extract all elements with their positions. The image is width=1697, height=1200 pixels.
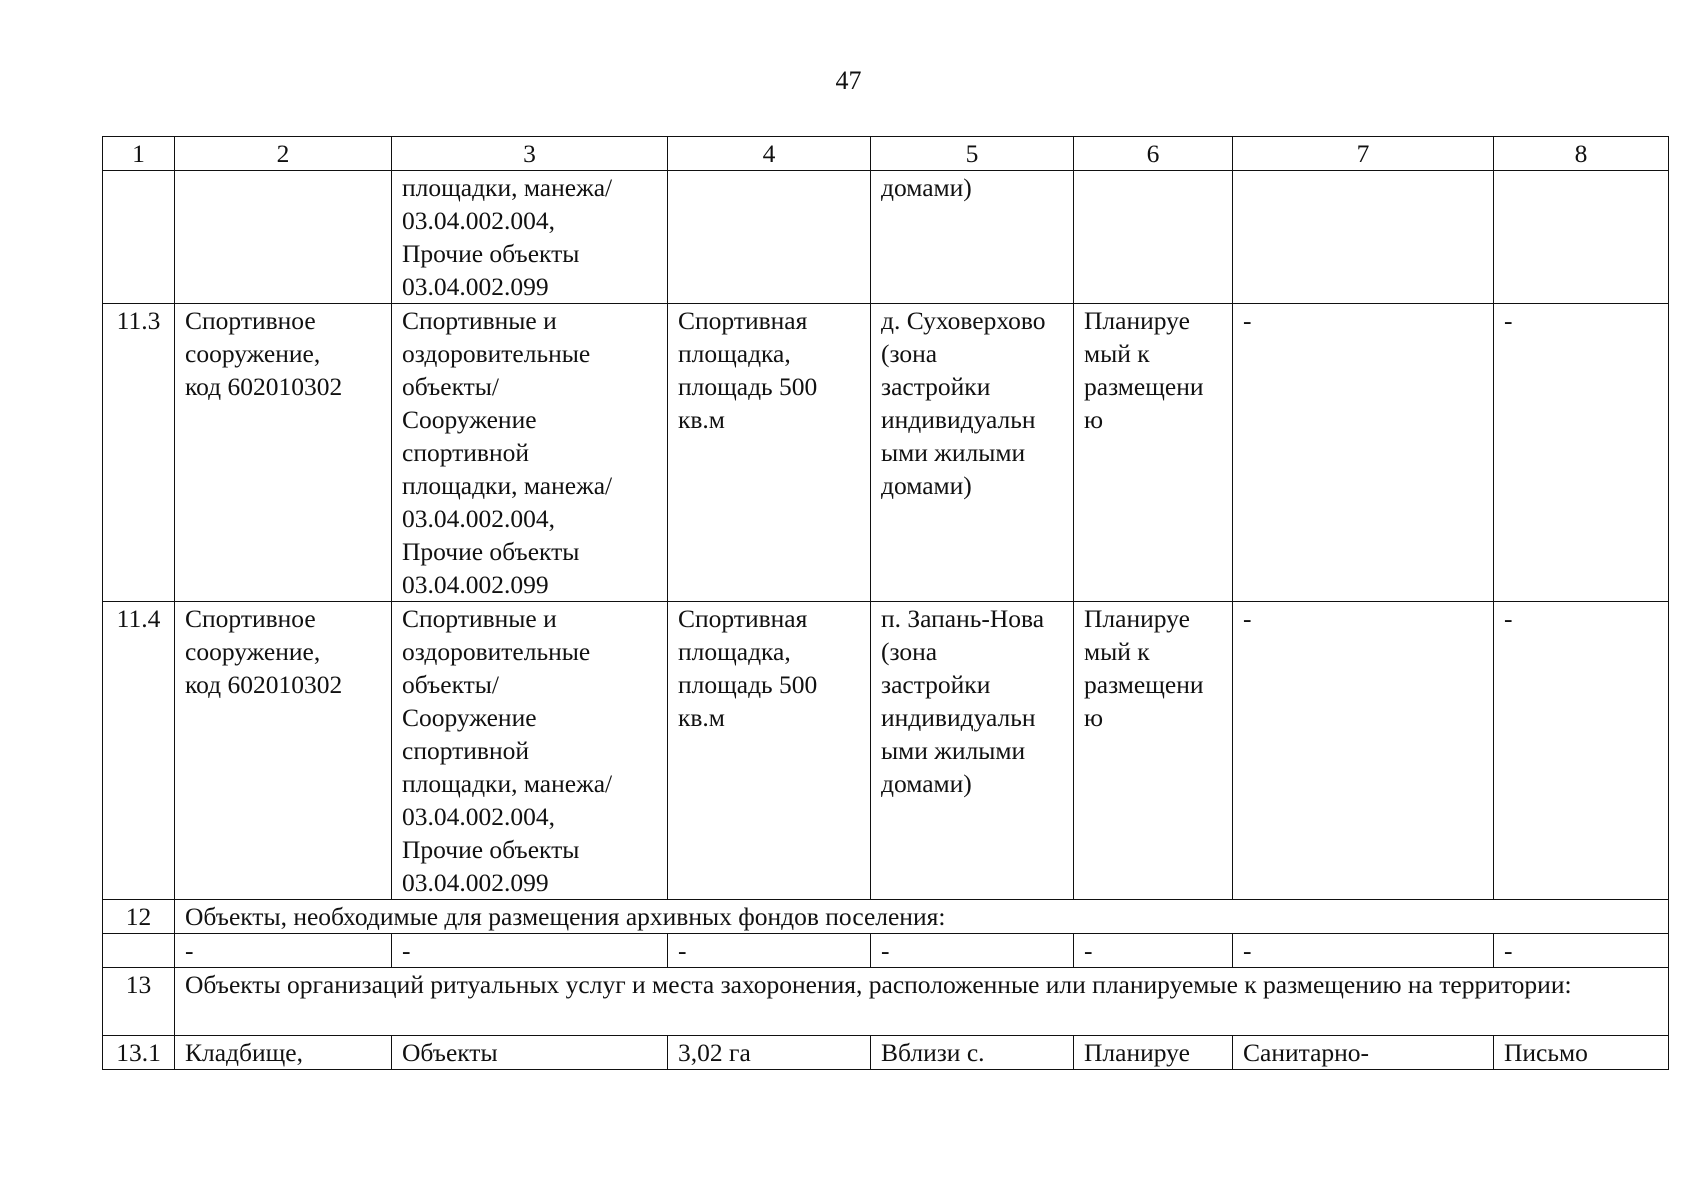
table-row xyxy=(103,1036,1669,1070)
table-cell xyxy=(1233,171,1494,304)
table-cell: - xyxy=(1074,934,1233,968)
column-header: 2 xyxy=(175,137,392,171)
table-cell: 13.1 xyxy=(103,1036,175,1070)
table-cell: Спортивное сооружение, код 602010302 xyxy=(175,602,392,900)
table-cell: - xyxy=(1233,602,1494,900)
table-cell: площадки, манежа/ 03.04.002.004, Прочие объекты 03.04.002.099 xyxy=(392,171,668,304)
table-cell: - xyxy=(175,934,392,968)
table-cell: Спортивные и оздоровительные объекты/ Сооружение спортивной площадки, манежа/ 03.04.002.004, Прочие объекты 03.04.002.099 xyxy=(392,602,668,900)
table-cell: Спортивная площадка, площадь 500 кв.м xyxy=(668,602,871,900)
table-cell xyxy=(175,171,392,304)
table-cell: - xyxy=(1494,602,1669,900)
table-cell: - xyxy=(668,934,871,968)
table-cell: - xyxy=(1494,304,1669,602)
table-cell: домами) xyxy=(871,171,1074,304)
section-row xyxy=(103,900,1669,934)
table-cell: 11.3 xyxy=(103,304,175,602)
table-cell: Вблизи с. xyxy=(871,1036,1074,1070)
table-cell: Письмо xyxy=(1494,1036,1669,1070)
table-cell: Планируе мый к размещени ю xyxy=(1074,304,1233,602)
section-row xyxy=(103,968,1669,1036)
table-cell: п. Запань-Нова (зона застройки индивидуальн ыми жилыми домами) xyxy=(871,602,1074,900)
table-cell xyxy=(1074,171,1233,304)
column-header: 7 xyxy=(1233,137,1494,171)
section-number: 12 xyxy=(103,900,175,934)
table-cell: - xyxy=(1233,934,1494,968)
column-header: 4 xyxy=(668,137,871,171)
table-cell: - xyxy=(1494,934,1669,968)
table-cell: 3,02 га xyxy=(668,1036,871,1070)
table-cell xyxy=(103,171,175,304)
table-cell: д. Суховерхово (зона застройки индивидуальн ыми жилыми домами) xyxy=(871,304,1074,602)
table-cell: 11.4 xyxy=(103,602,175,900)
table-cell: Спортивные и оздоровительные объекты/ Сооружение спортивной площадки, манежа/ 03.04.002.004, Прочие объекты 03.04.002.099 xyxy=(392,304,668,602)
section-number: 13 xyxy=(103,968,175,1036)
table-row xyxy=(103,934,1669,968)
table-cell xyxy=(1494,171,1669,304)
table-cell xyxy=(668,171,871,304)
objects-table xyxy=(102,136,1669,1070)
table-row xyxy=(103,602,1669,900)
table-cell xyxy=(103,934,175,968)
page-number: 47 xyxy=(835,66,862,95)
table-cell: Спортивное сооружение, код 602010302 xyxy=(175,304,392,602)
table-row xyxy=(103,171,1669,304)
column-header: 1 xyxy=(103,137,175,171)
table-cell: - xyxy=(392,934,668,968)
table-row xyxy=(103,304,1669,602)
table-cell: Объекты xyxy=(392,1036,668,1070)
table-cell: - xyxy=(871,934,1074,968)
column-header: 6 xyxy=(1074,137,1233,171)
table-cell: Спортивная площадка, площадь 500 кв.м xyxy=(668,304,871,602)
column-header: 3 xyxy=(392,137,668,171)
table-cell: Планируе xyxy=(1074,1036,1233,1070)
table-header-row xyxy=(103,137,1669,171)
column-header: 8 xyxy=(1494,137,1669,171)
section-title: Объекты, необходимые для размещения архивных фондов поселения: xyxy=(175,900,1669,934)
table-cell: Кладбище, xyxy=(175,1036,392,1070)
column-header: 5 xyxy=(871,137,1074,171)
table-cell: - xyxy=(1233,304,1494,602)
table-cell: Планируе мый к размещени ю xyxy=(1074,602,1233,900)
table-cell: Санитарно- xyxy=(1233,1036,1494,1070)
section-title: Объекты организаций ритуальных услуг и места захоронения, расположенные или планируемые к размещению на территории: xyxy=(175,968,1669,1036)
